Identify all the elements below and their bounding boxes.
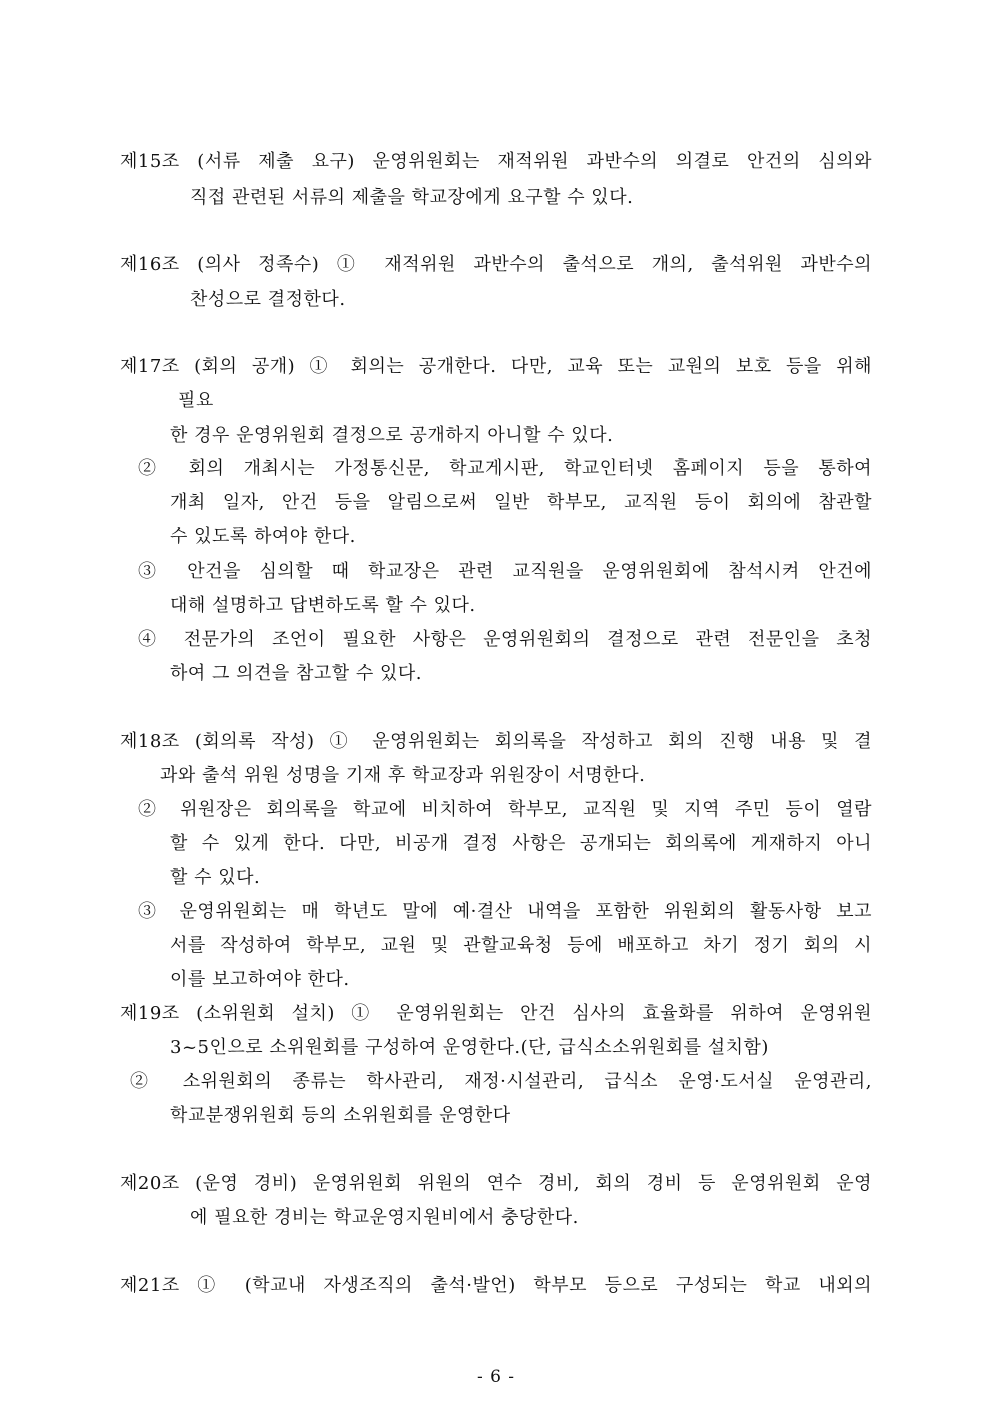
article-17-paragraph-4-line-1: ④ 전문가의 조언이 필요한 사항은 운영위원회의 결정으로 관련 전문인을 초청 [138,629,872,650]
article-17-line-2: 필요 [178,390,214,411]
article-17-paragraph-3-line-1: ③ 안건을 심의할 때 학교장은 관련 교직원을 운영위원회에 참석시켜 안건에 [138,561,872,582]
article-17-paragraph-2-line-2: 개최 일자, 안건 등을 알림으로써 일반 학부모, 교직원 등이 회의에 참관할 [170,492,872,513]
article-19-line-2: 3~5인으로 소위원회를 구성하여 운영한다.(단, 급식소소위원회를 설치함) [170,1037,769,1058]
article-15-line-1: 제15조 (서류 제출 요구) 운영위원회는 재적위원 과반수의 의결로 안건의 심의와 [120,151,872,172]
article-18-line-1: 제18조 (회의록 작성) ① 운영위원회는 회의록을 작성하고 회의 진행 내용 및 결 [120,731,872,752]
article-18-line-2: 과와 출석 위원 성명을 기재 후 학교장과 위원장이 서명한다. [160,765,646,786]
page-number: - 6 - [476,1367,516,1387]
article-17-paragraph-3-line-2: 대해 설명하고 답변하도록 할 수 있다. [170,595,476,616]
article-18-paragraph-2-line-1: ② 위원장은 회의록을 학교에 비치하여 학부모, 교직원 및 지역 주민 등이 열람 [138,799,872,820]
article-17-line-3: 한 경우 운영위원회 결정으로 공개하지 아니할 수 있다. [170,425,614,446]
article-17-line-1: 제17조 (회의 공개) ① 회의는 공개한다. 다만, 교육 또는 교원의 보호 등을 위해 [120,356,872,377]
article-16-line-1: 제16조 (의사 정족수) ① 재적위원 과반수의 출석으로 개의, 출석위원 과반수의 [120,254,872,275]
article-17-paragraph-4-line-2: 하여 그 의견을 참고할 수 있다. [170,663,422,684]
article-18-paragraph-3-line-2: 서를 작성하여 학부모, 교원 및 관할교육청 등에 배포하고 차기 정기 회의 시 [170,935,872,956]
article-18-paragraph-3-line-1: ③ 운영위원회는 매 학년도 말에 예·결산 내역을 포함한 위원회의 활동사항 보고 [138,901,872,922]
article-19-paragraph-2-line-2: 학교분쟁위원회 등의 소위원회를 운영한다 [170,1105,511,1126]
article-19-line-1: 제19조 (소위원회 설치) ① 운영위원회는 안건 심사의 효율화를 위하여 운영위원 [120,1003,872,1024]
article-16-line-2: 찬성으로 결정한다. [190,289,346,310]
article-15-line-2: 직접 관련된 서류의 제출을 학교장에게 요구할 수 있다. [190,187,634,208]
article-18-paragraph-2-line-3: 할 수 있다. [170,867,261,888]
article-18-paragraph-3-line-3: 이를 보고하여야 한다. [170,969,350,990]
article-17-paragraph-2-line-1: ② 회의 개최시는 가정통신문, 학교게시판, 학교인터넷 홈페이지 등을 통하여 [138,458,872,479]
article-17-paragraph-2-line-3: 수 있도록 하여야 한다. [170,526,356,547]
article-18-paragraph-2-line-2: 할 수 있게 한다. 다만, 비공개 결정 사항은 공개되는 회의록에 게재하지 아니 [170,833,872,854]
article-20-line-2: 에 필요한 경비는 학교운영지원비에서 충당한다. [190,1207,579,1228]
article-20-line-1: 제20조 (운영 경비) 운영위원회 위원의 연수 경비, 회의 경비 등 운영위원회 운영 [120,1173,872,1194]
article-21-line-1: 제21조 ① (학교내 자생조직의 출석·발언) 학부모 등으로 구성되는 학교 내외의 [120,1275,872,1296]
article-19-paragraph-2-line-1: ② 소위원회의 종류는 학사관리, 재정·시설관리, 급식소 운영·도서실 운영관리, [130,1071,872,1092]
